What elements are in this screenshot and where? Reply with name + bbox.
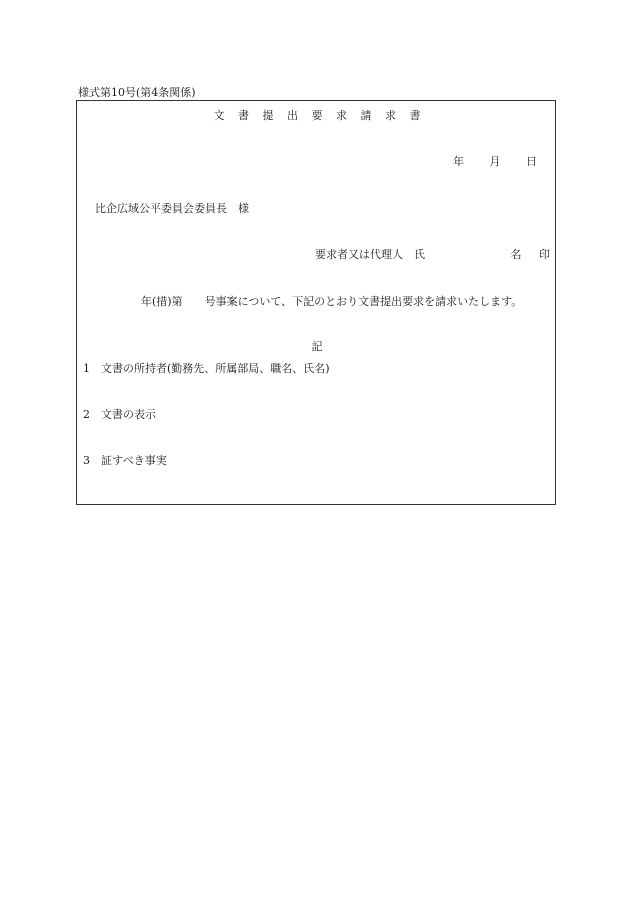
item-number: 3 xyxy=(83,454,90,467)
item-text: 証すべき事実 xyxy=(101,454,167,467)
date-line xyxy=(453,155,537,169)
request-form-frame xyxy=(76,100,556,505)
date-month-label: 月 xyxy=(489,155,501,168)
seal-mark: 印 xyxy=(539,248,550,261)
item-text: 文書の表示 xyxy=(101,408,156,421)
request-sentence: 号事案について、下記のとおり文書提出要求を請求いたします。 xyxy=(204,295,523,308)
request-statement xyxy=(141,295,522,309)
case-number-prefix: 年(措)第 xyxy=(141,295,183,308)
item-text: 文書の所持者(勤務先、所属部局、職名、氏名) xyxy=(101,362,330,375)
requester-line xyxy=(315,248,550,262)
list-item xyxy=(83,408,156,422)
addressee: 比企広域公平委員会委員長 様 xyxy=(95,202,249,215)
item-number: 1 xyxy=(83,362,90,375)
requester-name-suffix: 名 xyxy=(510,248,522,261)
date-year-label: 年 xyxy=(453,155,464,168)
date-day-label: 日 xyxy=(526,155,537,168)
list-item xyxy=(83,454,167,468)
item-number: 2 xyxy=(83,408,90,421)
form-number: 様式第10号(第4条関係) xyxy=(78,86,196,99)
requester-label: 要求者又は代理人 氏 xyxy=(315,248,425,261)
list-item xyxy=(83,362,330,376)
document-title: 文 書 提 出 要 求 請 求 書 xyxy=(213,109,426,122)
ki-heading: 記 xyxy=(311,340,323,353)
